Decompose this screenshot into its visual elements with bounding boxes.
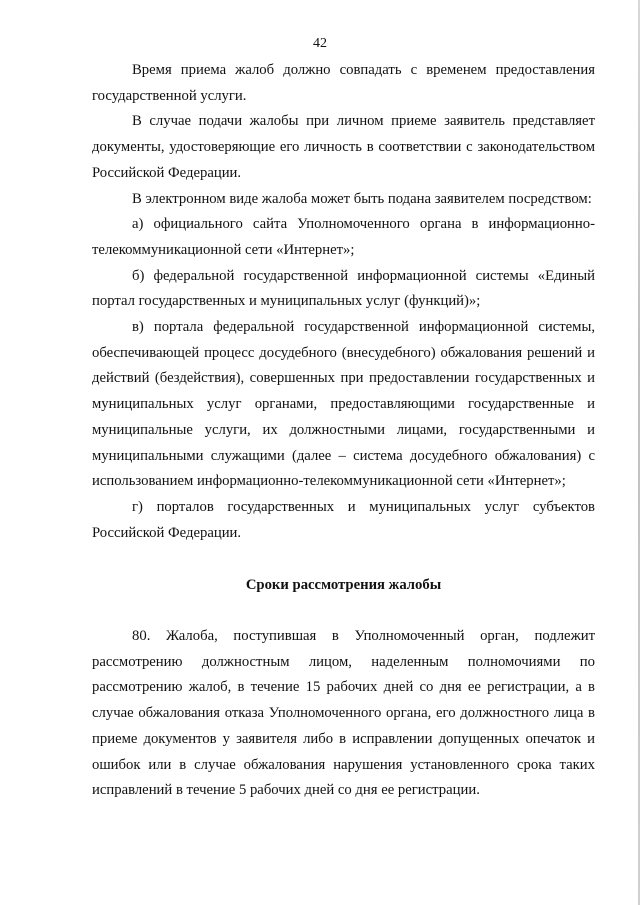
list-item-b: б) федеральной государственной информационной системы «Единый портал государственных и муниципальных услуг (функций)»; xyxy=(92,267,595,310)
section-heading: Сроки рассмотрения жалобы xyxy=(245,577,442,594)
list-item-a: а) официального сайта Уполномоченного органа в информационно-телекоммуникационной сети «Интернет»; xyxy=(92,216,595,258)
list-item-g: г) порталов государственных и муниципальных услуг субъектов Российской Федерации. xyxy=(92,498,595,541)
paragraph-80: 80. Жалоба, поступившая в Уполномоченный орган, подлежит рассмотрению должностным лицом, наделенным полномочиями по рассмотрению жалоб, в течение 15 рабочих дней со дня ее регистрации, а в случае обжалования отказа Уполномоченного органа, его должностного лица в приеме документов у заявителя либо в исправлении допущенных опечаток и ошибок или в случае обжалования нарушения установленного срока таких исправлений в течение 5 рабочих дней со дня ее регистрации. xyxy=(92,628,595,799)
paragraph-electronic-form: В электронном виде жалоба может быть подана заявителем посредством: xyxy=(132,190,592,207)
document-body xyxy=(92,58,595,804)
page-number: 42 xyxy=(313,36,327,51)
list-item-v: в) портала федеральной государственной информационной системы, обеспечивающей процесс досудебного (внесудебного) обжалования решений и действий (бездействия), совершенных при предоставлении государственных и муниципальных услуг органами, предоставляющими государственные и муниципальные услуги, их должностными лицами, государственными и муниципальными служащими (далее – система досудебного обжалования) с использованием информационно-телекоммуникационной сети «Интернет»; xyxy=(92,319,595,490)
paragraph-personal-reception: В случае подачи жалобы при личном приеме заявитель представляет документы, удостоверяющие его личность в соответствии с законодательством Российской Федерации. xyxy=(92,113,595,181)
paragraph-complaint-time: Время приема жалоб должно совпадать с временем предоставления государственной услуги. xyxy=(92,62,595,104)
